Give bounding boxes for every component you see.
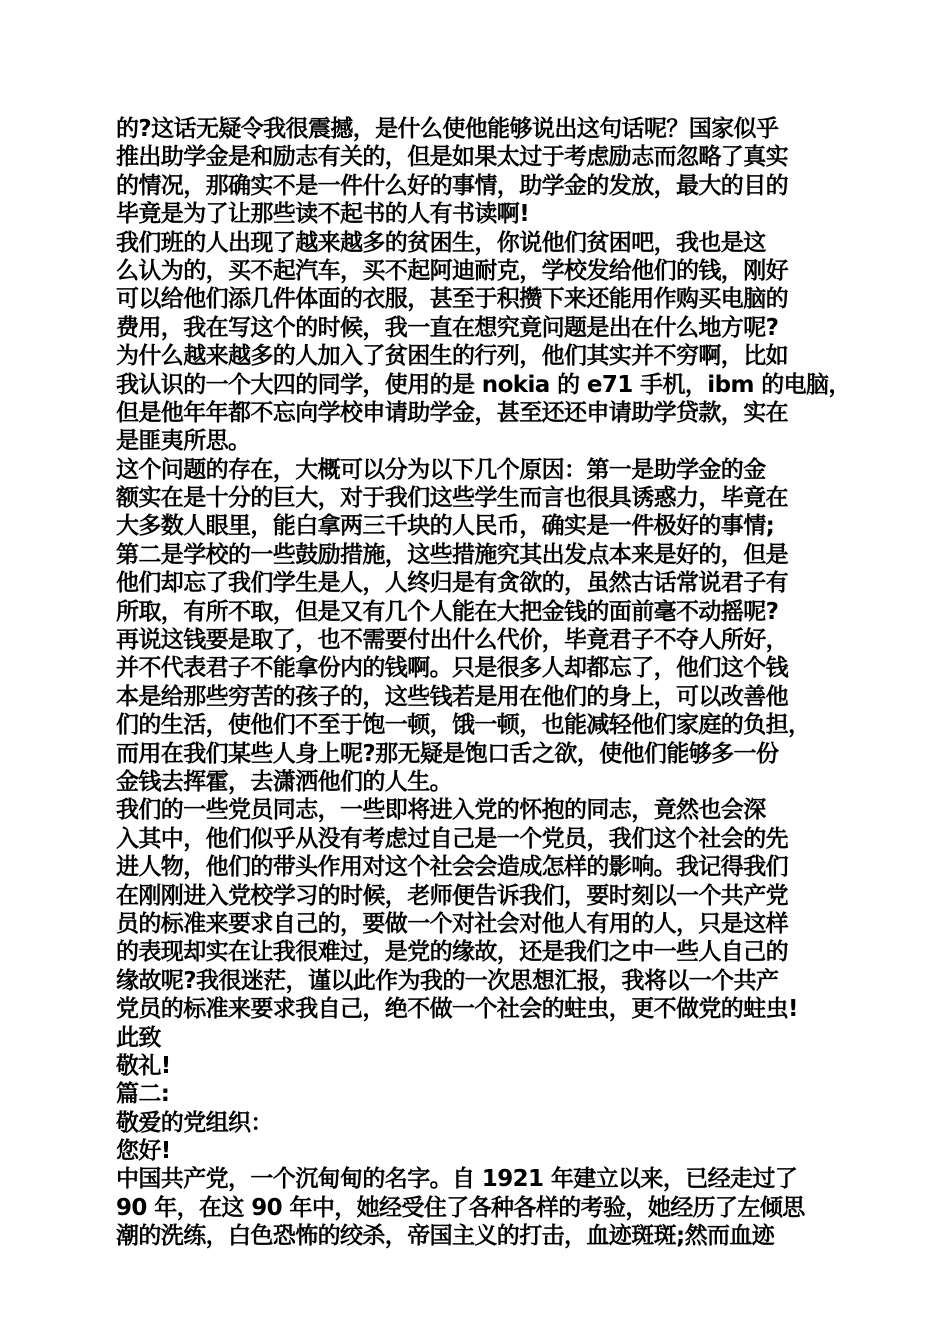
text-line: 的情况，那确实不是一件什么好的事情，助学金的发放，最大的目的 [116,172,789,199]
text-line: 本是给那些穷苦的孩子的，这些钱若是用在他们的身上，可以改善他 [116,683,789,710]
text-line: 所取，有所不取，但是又有几个人能在大把金钱的面前毫不动摇呢? [116,598,779,625]
text-line: 并不代表君子不能拿份内的钱啊。只是很多人却都忘了，他们这个钱 [116,655,789,682]
text-line: 再说这钱要是取了，也不需要付出什么代价，毕竟君子不夺人所好， [116,627,789,654]
text-line: 额实在是十分的巨大，对于我们这些学生而言也很具诱惑力，毕竟在 [116,485,789,512]
text-line: 在刚刚进入党校学习的时候，老师便告诉我们，要时刻以一个共产党 [116,882,789,909]
text-line: 敬爱的党组织： [116,1109,273,1136]
text-line: 但是他年年都不忘向学校申请助学金，甚至还还申请助学贷款，实在 [116,399,789,426]
text-line: 进人物，他们的带头作用对这个社会会造成怎样的影响。我记得我们 [116,854,789,881]
text-line: 是匪夷所思。 [116,428,251,455]
text-line: 而用在我们某些人身上呢?那无疑是饱口舌之欲，使他们能够多一份 [116,740,779,767]
text-line: 我们的一些党员同志，一些即将进入党的怀抱的同志，竟然也会深 [116,797,766,824]
text-line: 第二是学校的一些鼓励措施，这些措施究其出发点本来是好的，但是 [116,541,789,568]
text-line: 篇二: [116,1081,170,1108]
text-line: 潮的洗练，白色恐怖的绞杀，帝国主义的打击，血迹斑斑;然而血迹 [116,1223,775,1250]
text-line: 入其中，他们似乎从没有考虑过自己是一个党员，我们这个社会的先 [116,825,789,852]
text-line: 党员的标准来要求我自己，绝不做一个社会的蛀虫，更不做党的蛀虫! [116,996,798,1023]
text-line: 大多数人眼里，能白拿两三千块的人民币，确实是一件极好的事情; [116,513,775,540]
text-line: 么认为的，买不起汽车，买不起阿迪耐克，学校发给他们的钱，刚好 [116,257,789,284]
text-line: 金钱去挥霍，去潇洒他们的人生。 [116,768,453,795]
document-body [116,115,851,1251]
text-line: 的?这话无疑令我很震撼，是什么使他能够说出这句话呢？国家似乎 [116,116,779,142]
text-line: 的表现却实在让我很难过，是党的缘故，还是我们之中一些人自己的 [116,939,789,966]
text-line: 您好! [116,1138,171,1165]
text-line: 我认识的一个大四的同学，使用的是 nokia 的 e71 手机，ibm 的电脑， [116,371,851,398]
text-line: 这个问题的存在，大概可以分为以下几个原因：第一是助学金的金 [116,456,766,483]
text-line: 敬礼! [116,1052,171,1079]
text-line: 员的标准来要求自己的，要做一个对社会对他人有用的人，只是这样 [116,910,789,937]
text-line: 费用，我在写这个的时候，我一直在想究竟问题是出在什么地方呢? [116,314,779,341]
text-line: 推出助学金是和励志有关的，但是如果太过于考虑励志而忽略了真实 [116,144,789,171]
text-line: 为什么越来越多的人加入了贫困生的行列，他们其实并不穷啊，比如 [116,343,789,370]
text-line: 缘故呢?我很迷茫，谨以此作为我的一次思想汇报，我将以一个共产 [116,967,779,994]
text-line: 可以给他们添几件体面的衣服，甚至于积攒下来还能用作购买电脑的 [116,286,789,313]
text-line: 中国共产党，一个沉甸甸的名字。自 1921 年建立以来，已经走过了 [116,1166,798,1193]
text-line: 毕竟是为了让那些读不起书的人有书读啊! [116,201,530,228]
text-line: 90 年，在这 90 年中，她经受住了各种各样的考验，她经历了左倾思 [116,1194,805,1221]
text-line: 此致 [116,1024,161,1051]
text-line: 们的生活，使他们不至于饱一顿，饿一顿，也能减轻他们家庭的负担， [116,712,811,739]
text-line: 我们班的人出现了越来越多的贫困生，你说他们贫困吧，我也是这 [116,229,766,256]
text-line: 他们却忘了我们学生是人，人终归是有贪欲的，虽然古话常说君子有 [116,570,789,597]
